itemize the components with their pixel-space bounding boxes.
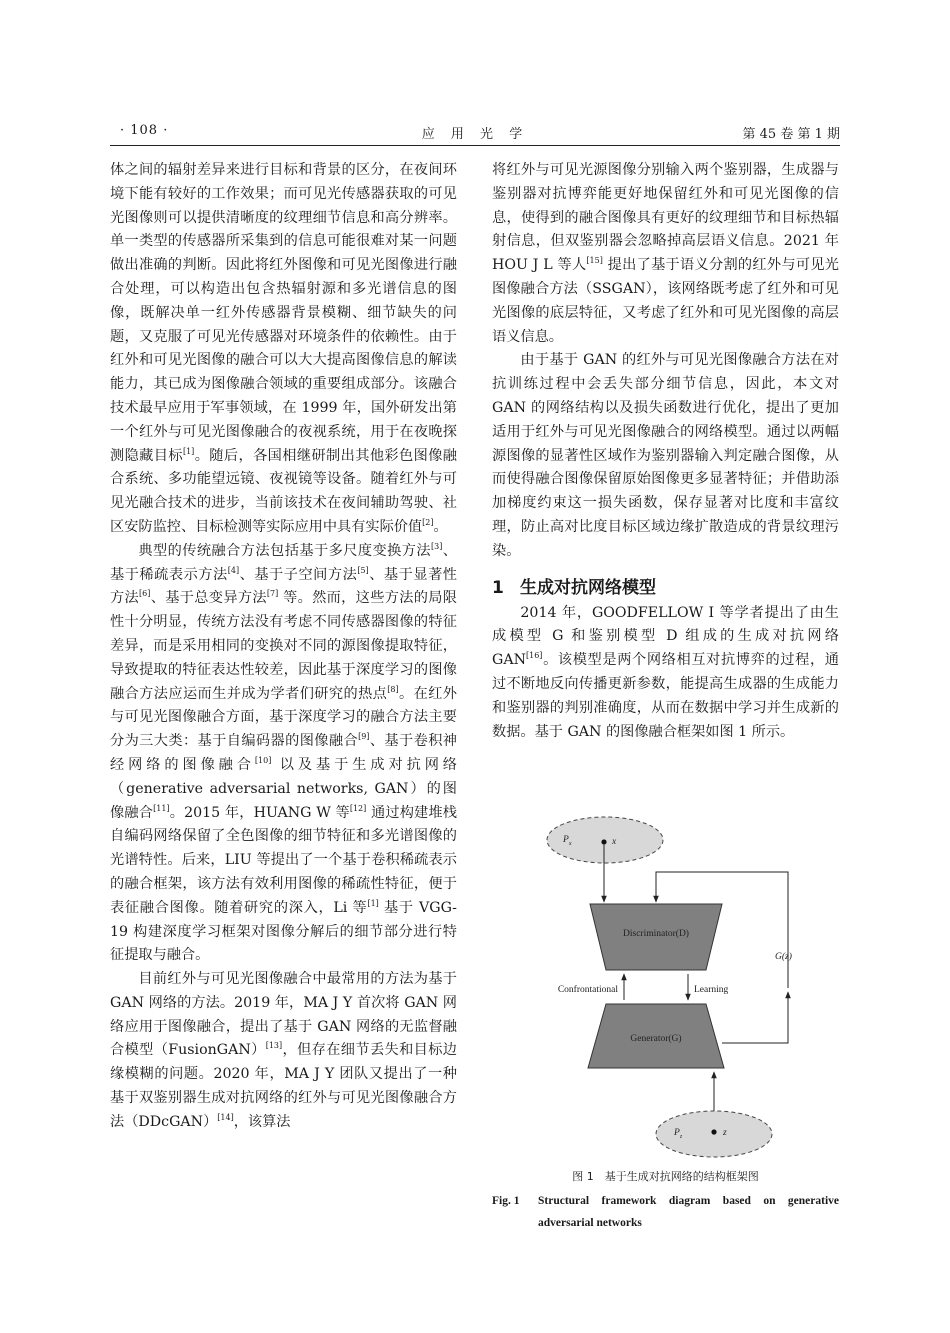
section-title: 生成对抗网络模型 <box>520 577 656 598</box>
citation: [2] <box>422 517 434 527</box>
pdata-label: $P_x$ <box>563 835 572 847</box>
text: 、基于总变异方法 <box>150 590 267 607</box>
paragraph-proposed-method: 由于基于 GAN 的红外与可见光图像融合方法在对抗训练过程中会丢失部分细节信息，因此，本文对 GAN 的网络结构以及损失函数进行优化，提出了更加适用于红外与可见光图像融合的网络模型。通过以两幅源图像的显著性区域作为鉴别器输入判定融合图像，从而使得融合图像保留原始图像更多显著特征；并借助添加梯度约束这一损失函数，保存显著对比度和丰富纹理，防止高对比度目标区域边缘扩散造成的背景纹理污染。 <box>492 352 839 559</box>
section-number: 1 <box>492 577 504 598</box>
citation: [9] <box>358 732 370 742</box>
learning-label: Learning <box>694 985 729 995</box>
figure-caption-label: Fig. 1 <box>492 1195 520 1207</box>
gz-label: G(z) <box>775 952 792 962</box>
figure-caption-zh: 图 1 基于生成对抗网络的结构框架图 <box>572 1170 759 1183</box>
citation: [8] <box>387 684 399 694</box>
citation: [11] <box>153 803 170 813</box>
citation: [7] <box>266 589 279 599</box>
text: 通过构建堆栈自编码网络保留了全色图像的细节特征和多光谱图像的光谱特性。后来，LIU 等提出了一个基于卷积稀疏表示的融合框架，该方法有效利用图像的稀疏性特征，便于表征融合图像。随着研究的深入，Li 等 <box>110 804 457 916</box>
text: 。该模型是两个网络相互对抗博弈的过程，通过不断地反向传播更新参数，能提高生成器的生成能力和鉴别器的判别准确度，从而在数据中学习并生成新的数据。基于 GAN 的图像融合框架如图 1 所示。 <box>492 652 839 740</box>
citation: [12] <box>349 803 367 813</box>
journal-title: 应 用 光 学 <box>421 127 529 142</box>
figure-gan-framework <box>530 808 800 1168</box>
text: 将红外与可见光源图像分别输入两个鉴别器，生成器与鉴别器对抗博弈能更好地保留红外和可见光图像的信息，使得到的融合图像具有更好的纹理细节和目标热辐射信息，但双鉴别器会忽略掉高层语义信息。2021 年 HOU J L 等人 <box>492 162 839 274</box>
citation: [10] <box>254 755 272 765</box>
paragraph-intro-continued <box>110 159 457 540</box>
text: 等。然而，这些方法的局限性十分明显，传统方法没有考虑不同传感器图像的特征差异，而是采用相同的变换对不同的源图像提取特征，导致提取的特征表达性较差，因此基于深度学习的图像融合方法应运而生并成为学者们研究的热点 <box>110 590 457 702</box>
text: 2014 年，GOODFELLOW I 等学者提出了由生成模型 G 和鉴别模型 D 组成的生成对抗网络 GAN <box>492 604 839 669</box>
text: 提出了基于语义分割的红外与可见光图像融合方法（SSGAN），该网络既考虑了红外和可见光图像的底层特征，又考虑了红外和可见光图像的高层语义信息。 <box>492 257 839 345</box>
text: ，该算法 <box>233 1113 291 1130</box>
text: 基于 VGG-19 构建深度学习框架对图像分解后的细节部分进行特征提取与融合。 <box>110 899 457 964</box>
text: 。在红外与可见光图像融合方面，基于深度学习的融合方法主要分为三大类：基于自编码器的图像融合 <box>110 685 457 750</box>
text: 、基于卷积神经网络的图像融合 <box>110 733 457 773</box>
text: 目前红外与可见光图像融合中最常用的方法为基于 GAN 网络的方法。2019 年，MA J Y 首次将 GAN 网络应用于图像融合，提出了基于 GAN 网络的无监督融合模型（FusionGAN） <box>110 971 457 1059</box>
text: 体之间的辐射差异来进行目标和背景的区分，在夜间环境下能有较好的工作效果；而可见光传感器获取的可见光图像则可以提供清晰度的纹理细节信息和高分辨率。单一类型的传感器所采集到的信息可能很难对某一问题做出准确的判断。因此将红外图像和可见光图像进行融合处理，可以构造出包含热辐射源和多光谱信息的图像，既解决单一红外传感器背景模糊、细节缺失的问题，又克服了可见光传感器对环境条件的依赖性。由于红外和可见光图像的融合可以大大提高图像信息的解读能力，其已成为图像融合领域的重要组成部分。该融合技术最早应用于军事领域，在 1999 年，国外研发出第一个红外与可见光图像融合的夜视系统，用于在夜晚探测隐藏目标 <box>110 162 457 464</box>
generator-label: Generator(G) <box>630 1034 682 1044</box>
arrow-generator-to-gz <box>722 992 788 1043</box>
citation: [1] <box>367 898 379 908</box>
citation: [16] <box>526 651 543 661</box>
x-label: x <box>612 837 617 847</box>
paragraph-traditional-methods <box>110 540 457 968</box>
volume-issue: 第 45 卷 第 1 期 <box>742 127 840 142</box>
text: 、基于子空间方法 <box>239 566 358 583</box>
text: 典型的传统融合方法包括基于多尺度变换方法 <box>138 542 431 559</box>
gan-diagram <box>530 808 800 1168</box>
citation: [15] <box>586 256 603 266</box>
page-number: · 108 · <box>120 123 169 138</box>
running-header <box>110 119 840 146</box>
paragraph-gan-intro <box>492 602 839 745</box>
text: 。随后，各国相继研制出其他彩色图像融合系统、多功能望远镜、夜视镜等设备。随着红外与可见光融合技术的进步，当前该技术在夜间辅助驾驶、社区安防监控、目标检测等实际应用中具有实际价值 <box>110 447 457 535</box>
paragraph-ddcgan-continued <box>492 159 839 349</box>
z-label: z <box>723 1128 727 1138</box>
citation: [13] <box>265 1041 283 1051</box>
right-column <box>492 159 839 744</box>
text: 以及基于生成对抗网络（generative adversarial networks, GAN）的图像融合 <box>110 756 457 821</box>
text: 。 <box>433 518 448 535</box>
paragraph-gan-methods <box>110 968 457 1135</box>
citation: [4] <box>227 565 240 575</box>
x-sample-dot <box>601 839 606 844</box>
pz-label: $P_z$ <box>674 1128 683 1140</box>
text: 、基于显著性方法 <box>110 566 457 607</box>
citation: [5] <box>357 565 369 575</box>
citation: [3] <box>431 541 443 551</box>
citation: [6] <box>139 589 151 599</box>
confrontational-label: Confrontational <box>557 985 618 995</box>
z-sample-dot <box>711 1129 716 1134</box>
text: 、基于稀疏表示方法 <box>110 542 457 583</box>
citation: [14] <box>217 1112 234 1122</box>
discriminator-label: Discriminator(D) <box>623 929 689 939</box>
left-column <box>110 159 457 1135</box>
figure-caption-text: Structural framework diagram based on generative adversarial networks <box>538 1195 839 1229</box>
text: ，但存在细节丢失和目标边缘模糊的问题。2020 年，MA J Y 团队又提出了一种基于双鉴别器生成对抗网络的红外与可见光图像融合方法（DDcGAN） <box>110 1042 457 1130</box>
citation: [1] <box>182 446 195 456</box>
text: 。2015 年，HUANG W 等 <box>169 804 350 821</box>
figure-caption-en <box>492 1190 839 1234</box>
section-heading <box>492 574 839 602</box>
